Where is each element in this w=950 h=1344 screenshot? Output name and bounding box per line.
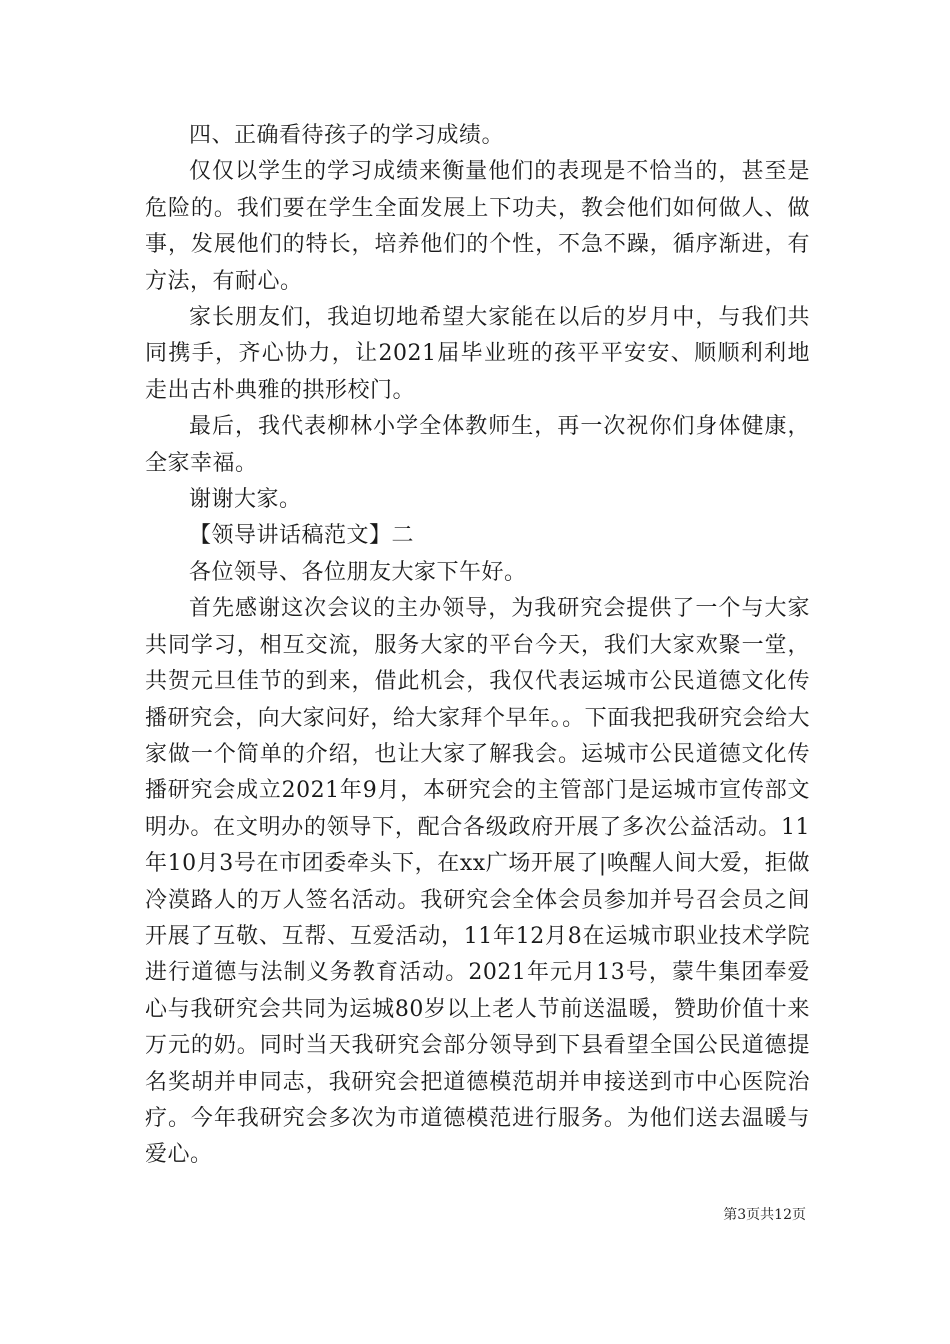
- paragraph-heading-four: 四、正确看待孩子的学习成绩。: [189, 123, 505, 148]
- paragraph-parents: 家长朋友们，我迫切地希望大家能在以后的岁月中，与我们共同携手，齐心协力，让2021届毕业班的孩平平安安、顺顺利利地走出古朴典雅的拱形校门。: [145, 305, 810, 403]
- paragraph-thanks: 谢谢大家。: [189, 487, 302, 513]
- paragraph-grades: 仅仅以学生的学习成绩来衡量他们的表现是不恰当的，甚至是危险的。我们要在学生全面发展上下功夫，教会他们如何做人、做事，发展他们的特长，培养他们的个性，不急不躁，循序渐进，有方法，有耐心。: [145, 159, 810, 294]
- section-title: 【领导讲话稿范文】二: [189, 523, 415, 549]
- paragraph-closing-wishes: 最后，我代表柳林小学全体教师生，再一次祝你们身体健康，全家幸福。: [145, 414, 810, 476]
- paragraph-introduction: 首先感谢这次会议的主办领导，为我研究会提供了一个与大家共同学习，相互交流，服务大家的平台今天，我们大家欢聚一堂，共贺元旦佳节的到来，借此机会，我仅代表运城市公民道德文化传播研究会，向大家问好，给大家拜个早年。。下面我把我研究会给大家做一个简单的介绍，也让大家了解我会。运城市公民道德文化传播研究会成立2021年9月，本研究会的主管部门是运城市宣传部文明办。在文明办的领导下，配合各级政府开展了多次公益活动。11年10月3号在市团委牵头下，在xx广场开展了|唤醒人间大爱，拒做冷漠路人的万人签名活动。我研究会全体会员参加并号召会员之间开展了互敬、互帮、互爱活动，11年12月8在运城市职业技术学院进行道德与法制义务教育活动。2021年元月13号，蒙牛集团奉爱心与我研究会共同为运城80岁以上老人节前送温暖，赞助价值十来万元的奶。同时当天我研究会部分领导到下县看望全国公民道德提名奖胡并申同志，我研究会把道德模范胡并申接送到市中心医院治疗。今年我研究会多次为市道德模范进行服务。为他们送去温暖与爱心。: [145, 596, 810, 1168]
- body-text: [145, 118, 810, 1174]
- page-number: 第3页共12页: [723, 1207, 806, 1223]
- paragraph-greeting: 各位领导、各位朋友大家下午好。: [189, 559, 527, 585]
